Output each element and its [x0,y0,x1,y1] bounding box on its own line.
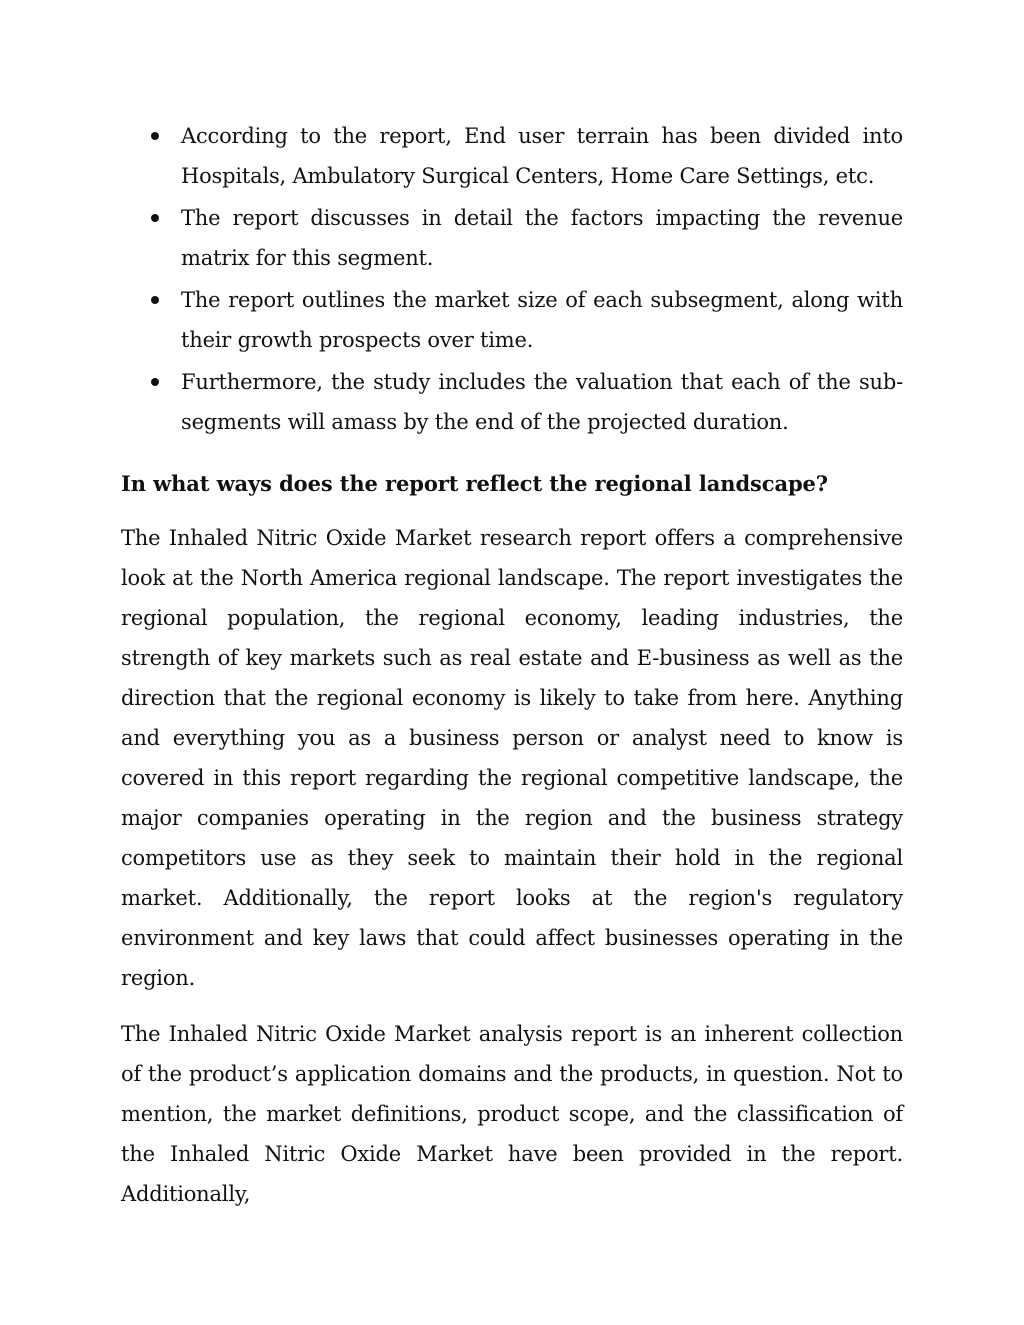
list-item-text: Furthermore, the study includes the valuation that each of the sub-segments will amass by the end of the projected duration. [181,370,903,434]
bullet-icon [151,214,159,222]
bullet-list [121,116,903,442]
list-item [121,198,903,278]
list-item [121,116,903,196]
list-item-text: According to the report, End user terrain has been divided into Hospitals, Ambulatory Surgical Centers, Home Care Settings, etc. [181,124,903,188]
list-item-text: The report discusses in detail the factors impacting the revenue matrix for this segment. [181,206,903,270]
bullet-icon [151,378,159,386]
section-heading: In what ways does the report reflect the regional landscape? [121,471,828,496]
list-item [121,280,903,360]
body-paragraph: The Inhaled Nitric Oxide Market analysis report is an inherent collection of the product’s application domains and the products, in question. Not to mention, the market definitions, product scope, and the classification of the Inhaled Nitric Oxide Market have been provided in the report. Additionally, [121,1022,903,1206]
document-page [121,116,903,1230]
bullet-icon [151,132,159,140]
bullet-icon [151,296,159,304]
list-item-text: The report outlines the market size of each subsegment, along with their growth prospects over time. [181,288,903,352]
list-item [121,362,903,442]
body-paragraph: The Inhaled Nitric Oxide Market research report offers a comprehensive look at the North America regional landscape. The report investigates the regional population, the regional economy, leading industries, the strength of key markets such as real estate and E-business as well as the direction that the regional economy is likely to take from here. Anything and everything you as a business person or analyst need to know is covered in this report regarding the regional competitive landscape, the major companies operating in the region and the business strategy competitors use as they seek to maintain their hold in the regional market. Additionally, the report looks at the region's regulatory environment and key laws that could affect businesses operating in the region. [121,526,903,990]
